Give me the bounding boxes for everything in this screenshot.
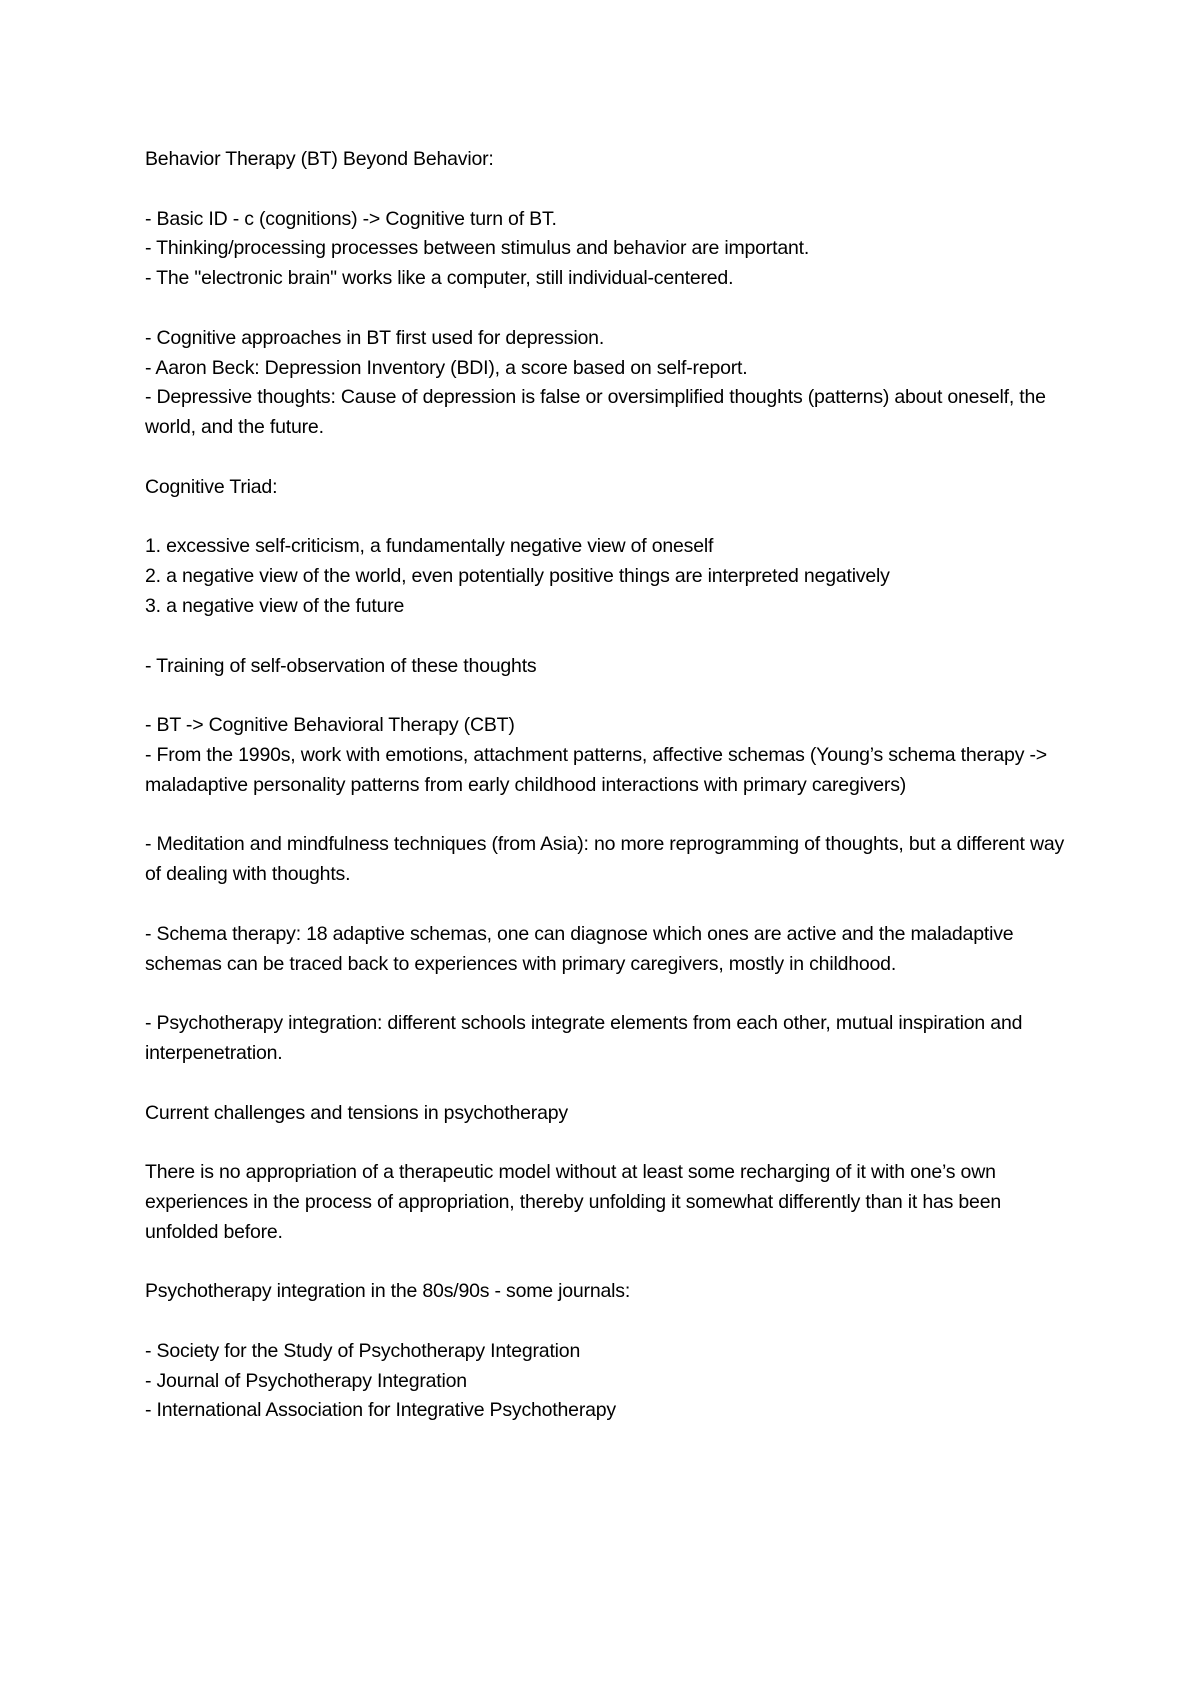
list-item: - Schema therapy: 18 adaptive schemas, one can diagnose which ones are active and the maladaptive schemas can be traced back to experiences with primary caregivers, mostly in childhood. bbox=[145, 922, 1014, 975]
list-item-depressive-thoughts: - Depressive thoughts: Cause of depression is false or oversimplified thoughts (patterns) about oneself, the world, and the future. bbox=[145, 386, 1046, 439]
list-item-emotions: - From the 1990s, work with emotions, attachment patterns, affective schemas (Young’s schema therapy -> maladaptive personality patterns from early childhood interactions with primary caregivers) bbox=[145, 743, 1047, 796]
list-item: 1. excessive self-criticism, a fundamentally negative view of oneself bbox=[145, 535, 714, 558]
meditation-paragraph bbox=[145, 830, 1075, 890]
schema-therapy-paragraph bbox=[145, 920, 1075, 980]
list-item: 2. a negative view of the world, even potentially positive things are interpreted negatively bbox=[145, 565, 890, 588]
section-heading-current-challenges bbox=[145, 1099, 1075, 1129]
list-item: - Cognitive approaches in BT first used for depression. bbox=[145, 326, 605, 349]
heading-text: Cognitive Triad: bbox=[145, 475, 278, 498]
section-heading-journals bbox=[145, 1277, 1075, 1307]
list-item: - Aaron Beck: Depression Inventory (BDI), a score based on self-report. bbox=[145, 356, 748, 379]
basic-id-list bbox=[145, 205, 1075, 294]
list-item: - Society for the Study of Psychotherapy Integration bbox=[145, 1339, 581, 1362]
heading-text: Current challenges and tensions in psychotherapy bbox=[145, 1101, 568, 1124]
depression-list bbox=[145, 324, 1075, 443]
journals-list bbox=[145, 1337, 1075, 1426]
document-body bbox=[145, 145, 1075, 1456]
list-item: - Training of self-observation of these thoughts bbox=[145, 654, 537, 677]
list-item: 3. a negative view of the future bbox=[145, 594, 405, 617]
list-item: - Thinking/processing processes between stimulus and behavior are important. bbox=[145, 237, 810, 260]
cognitive-triad-list bbox=[145, 532, 1075, 621]
appropriation-paragraph bbox=[145, 1158, 1075, 1247]
section-heading-bt-beyond-behavior bbox=[145, 145, 1075, 175]
list-item: - BT -> Cognitive Behavioral Therapy (CBT) bbox=[145, 714, 515, 737]
section-heading-cognitive-triad bbox=[145, 473, 1075, 503]
list-item: - International Association for Integrative Psychotherapy bbox=[145, 1399, 616, 1422]
list-item: - Meditation and mindfulness techniques (from Asia): no more reprogramming of thoughts, but a different way of dealing with thoughts. bbox=[145, 833, 1065, 886]
list-item: - Psychotherapy integration: different schools integrate elements from each other, mutual inspiration and interpenetration. bbox=[145, 1012, 1023, 1064]
heading-text: Behavior Therapy (BT) Beyond Behavior: bbox=[145, 148, 494, 170]
list-item: - Journal of Psychotherapy Integration bbox=[145, 1369, 467, 1392]
self-observation-paragraph bbox=[145, 652, 1075, 682]
cbt-list bbox=[145, 711, 1075, 800]
paragraph-text: There is no appropriation of a therapeutic model without at least some recharging of it with one’s own experiences in the process of appropriation, thereby unfolding it somewhat differently than it has been unfolded before. bbox=[145, 1161, 1001, 1243]
heading-text: Psychotherapy integration in the 80s/90s - some journals: bbox=[145, 1280, 631, 1303]
list-item: - Basic ID - c (cognitions) -> Cognitive turn of BT. bbox=[145, 207, 557, 230]
integration-paragraph bbox=[145, 1009, 1075, 1069]
list-item: - The "electronic brain" works like a computer, still individual-centered. bbox=[145, 267, 734, 290]
